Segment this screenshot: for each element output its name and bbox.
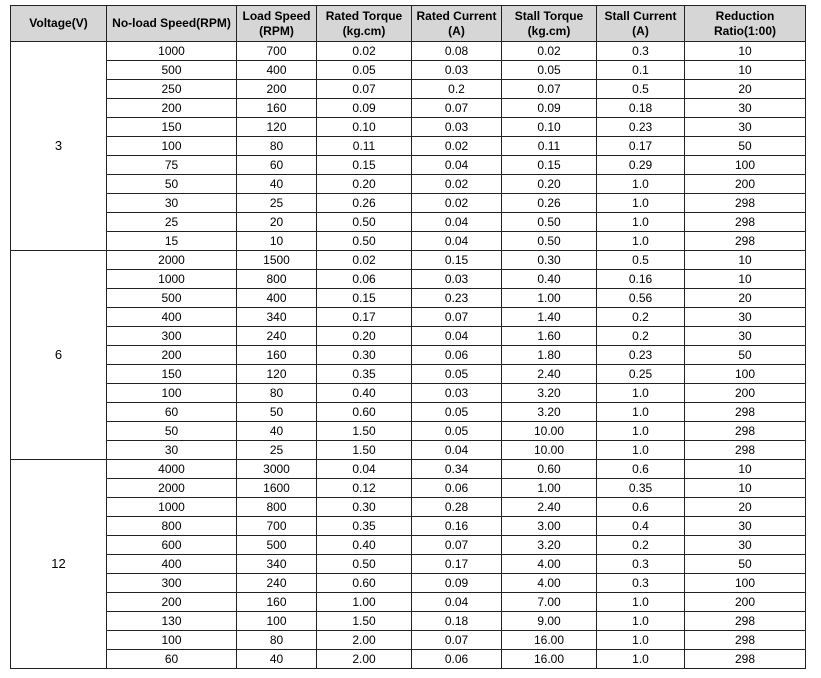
table-cell: 0.2 — [597, 327, 685, 346]
table-cell: 100 — [685, 574, 806, 593]
table-cell: 0.3 — [597, 574, 685, 593]
table-cell: 0.02 — [502, 42, 597, 61]
table-cell: 0.08 — [412, 42, 502, 61]
table-cell: 0.05 — [412, 403, 502, 422]
table-cell: 60 — [237, 156, 317, 175]
table-row — [11, 308, 806, 327]
table-cell: 160 — [237, 99, 317, 118]
table-cell: 10 — [685, 42, 806, 61]
table-cell: 0.03 — [412, 270, 502, 289]
table-cell: 0.2 — [597, 536, 685, 555]
table-row — [11, 498, 806, 517]
table-cell: 0.02 — [317, 42, 412, 61]
table-cell: 0.05 — [412, 422, 502, 441]
table-cell: 7.00 — [502, 593, 597, 612]
table-cell: 0.04 — [412, 213, 502, 232]
table-cell: 0.09 — [317, 99, 412, 118]
table-cell: 3.20 — [502, 403, 597, 422]
table-cell: 400 — [107, 555, 237, 574]
table-cell: 0.20 — [317, 327, 412, 346]
table-cell: 1.0 — [597, 650, 685, 669]
table-cell: 0.2 — [412, 80, 502, 99]
table-cell: 40 — [237, 175, 317, 194]
table-cell: 2.00 — [317, 631, 412, 650]
table-cell: 1.00 — [502, 479, 597, 498]
table-cell: 0.40 — [317, 384, 412, 403]
table-cell: 1600 — [237, 479, 317, 498]
table-cell: 0.6 — [597, 460, 685, 479]
table-cell: 2000 — [107, 479, 237, 498]
table-cell: 80 — [237, 137, 317, 156]
table-cell: 0.06 — [412, 650, 502, 669]
table-cell: 0.30 — [317, 346, 412, 365]
table-cell: 1.0 — [597, 612, 685, 631]
table-cell: 0.4 — [597, 517, 685, 536]
table-cell: 0.50 — [502, 232, 597, 251]
table-row — [11, 175, 806, 194]
table-cell: 0.28 — [412, 498, 502, 517]
table-cell: 10 — [685, 479, 806, 498]
table-cell: 0.35 — [317, 517, 412, 536]
table-row — [11, 593, 806, 612]
table-cell: 0.50 — [317, 213, 412, 232]
table-cell: 0.17 — [317, 308, 412, 327]
table-cell: 0.12 — [317, 479, 412, 498]
table-cell: 200 — [107, 593, 237, 612]
table-cell: 30 — [685, 327, 806, 346]
table-cell: 0.06 — [317, 270, 412, 289]
table-cell: 3.00 — [502, 517, 597, 536]
table-cell: 9.00 — [502, 612, 597, 631]
table-cell: 0.05 — [412, 365, 502, 384]
table-cell: 1.50 — [317, 441, 412, 460]
table-cell: 2.00 — [317, 650, 412, 669]
table-cell: 0.18 — [597, 99, 685, 118]
table-cell: 30 — [685, 308, 806, 327]
column-header: Stall Current (A) — [597, 6, 685, 42]
table-cell: 0.25 — [597, 365, 685, 384]
table-cell: 800 — [107, 517, 237, 536]
voltage-cell: 12 — [11, 460, 107, 669]
table-cell: 0.40 — [502, 270, 597, 289]
table-cell: 1.50 — [317, 422, 412, 441]
table-row — [11, 346, 806, 365]
table-cell: 0.02 — [412, 175, 502, 194]
table-cell: 0.04 — [317, 460, 412, 479]
table-cell: 0.15 — [317, 289, 412, 308]
table-cell: 10 — [237, 232, 317, 251]
table-cell: 0.20 — [502, 175, 597, 194]
table-cell: 298 — [685, 631, 806, 650]
table-cell: 0.30 — [317, 498, 412, 517]
table-cell: 150 — [107, 118, 237, 137]
table-cell: 150 — [107, 365, 237, 384]
table-cell: 0.15 — [317, 156, 412, 175]
table-cell: 0.5 — [597, 251, 685, 270]
table-cell: 100 — [107, 384, 237, 403]
table-row — [11, 460, 806, 479]
table-cell: 0.11 — [502, 137, 597, 156]
table-cell: 700 — [237, 517, 317, 536]
table-cell: 0.56 — [597, 289, 685, 308]
table-cell: 2.40 — [502, 498, 597, 517]
table-cell: 240 — [237, 327, 317, 346]
table-cell: 0.04 — [412, 593, 502, 612]
table-cell: 0.60 — [317, 574, 412, 593]
table-cell: 0.50 — [317, 555, 412, 574]
table-row — [11, 118, 806, 137]
table-cell: 0.16 — [597, 270, 685, 289]
table-cell: 800 — [237, 498, 317, 517]
header-row — [11, 6, 806, 42]
table-row — [11, 536, 806, 555]
table-cell: 240 — [237, 574, 317, 593]
table-cell: 0.26 — [502, 194, 597, 213]
table-cell: 0.23 — [597, 346, 685, 365]
column-header: Rated Torque (kg.cm) — [317, 6, 412, 42]
table-cell: 0.15 — [502, 156, 597, 175]
table-cell: 800 — [237, 270, 317, 289]
table-cell: 130 — [107, 612, 237, 631]
table-row — [11, 251, 806, 270]
table-cell: 75 — [107, 156, 237, 175]
table-cell: 0.6 — [597, 498, 685, 517]
table-cell: 30 — [685, 118, 806, 137]
table-cell: 0.17 — [412, 555, 502, 574]
table-cell: 50 — [107, 175, 237, 194]
table-row — [11, 631, 806, 650]
table-row — [11, 42, 806, 61]
table-row — [11, 441, 806, 460]
table-cell: 120 — [237, 118, 317, 137]
table-cell: 100 — [685, 156, 806, 175]
table-cell: 1.80 — [502, 346, 597, 365]
table-cell: 0.2 — [597, 308, 685, 327]
table-cell: 10.00 — [502, 422, 597, 441]
table-row — [11, 61, 806, 80]
table-cell: 80 — [237, 384, 317, 403]
table-cell: 1.0 — [597, 593, 685, 612]
table-cell: 0.11 — [317, 137, 412, 156]
table-cell: 0.10 — [317, 118, 412, 137]
table-cell: 3.20 — [502, 536, 597, 555]
table-cell: 30 — [107, 441, 237, 460]
table-cell: 20 — [237, 213, 317, 232]
table-cell: 0.04 — [412, 441, 502, 460]
table-row — [11, 194, 806, 213]
column-header: Rated Current (A) — [412, 6, 502, 42]
table-cell: 0.04 — [412, 327, 502, 346]
table-cell: 298 — [685, 232, 806, 251]
table-cell: 4.00 — [502, 555, 597, 574]
table-cell: 3000 — [237, 460, 317, 479]
table-cell: 0.07 — [412, 99, 502, 118]
table-row — [11, 612, 806, 631]
table-cell: 0.50 — [317, 232, 412, 251]
column-header: No-load Speed(RPM) — [107, 6, 237, 42]
table-row — [11, 99, 806, 118]
table-cell: 298 — [685, 612, 806, 631]
table-cell: 0.16 — [412, 517, 502, 536]
table-cell: 16.00 — [502, 631, 597, 650]
table-cell: 0.03 — [412, 61, 502, 80]
table-cell: 0.60 — [317, 403, 412, 422]
table-cell: 50 — [107, 422, 237, 441]
table-row — [11, 289, 806, 308]
table-cell: 0.05 — [502, 61, 597, 80]
motor-spec-table — [10, 5, 806, 669]
column-header: Stall Torque (kg.cm) — [502, 6, 597, 42]
table-cell: 50 — [685, 346, 806, 365]
table-cell: 40 — [237, 422, 317, 441]
table-body — [11, 42, 806, 669]
table-cell: 30 — [685, 517, 806, 536]
table-cell: 1.00 — [317, 593, 412, 612]
table-row — [11, 517, 806, 536]
table-cell: 0.34 — [412, 460, 502, 479]
table-row — [11, 479, 806, 498]
table-row — [11, 232, 806, 251]
table-cell: 0.3 — [597, 555, 685, 574]
table-cell: 400 — [107, 308, 237, 327]
table-cell: 0.04 — [412, 156, 502, 175]
table-cell: 10 — [685, 460, 806, 479]
table-row — [11, 213, 806, 232]
table-row — [11, 270, 806, 289]
table-cell: 298 — [685, 403, 806, 422]
table-cell: 0.07 — [502, 80, 597, 99]
table-row — [11, 422, 806, 441]
table-cell: 0.02 — [317, 251, 412, 270]
table-cell: 200 — [107, 346, 237, 365]
table-cell: 40 — [237, 650, 317, 669]
table-cell: 20 — [685, 498, 806, 517]
table-cell: 500 — [107, 289, 237, 308]
table-cell: 0.03 — [412, 384, 502, 403]
table-cell: 10.00 — [502, 441, 597, 460]
table-cell: 0.23 — [597, 118, 685, 137]
table-cell: 500 — [237, 536, 317, 555]
table-cell: 0.50 — [502, 213, 597, 232]
table-cell: 400 — [237, 289, 317, 308]
table-cell: 0.07 — [412, 536, 502, 555]
table-cell: 10 — [685, 270, 806, 289]
table-row — [11, 156, 806, 175]
table-cell: 0.09 — [502, 99, 597, 118]
table-cell: 250 — [107, 80, 237, 99]
table-cell: 0.35 — [597, 479, 685, 498]
table-cell: 500 — [107, 61, 237, 80]
table-cell: 200 — [685, 384, 806, 403]
table-cell: 10 — [685, 251, 806, 270]
table-cell: 1.0 — [597, 175, 685, 194]
table-cell: 0.06 — [412, 479, 502, 498]
table-row — [11, 137, 806, 156]
table-cell: 0.05 — [317, 61, 412, 80]
table-cell: 1.0 — [597, 631, 685, 650]
table-cell: 25 — [237, 194, 317, 213]
table-cell: 1.00 — [502, 289, 597, 308]
table-cell: 0.03 — [412, 118, 502, 137]
table-cell: 0.40 — [317, 536, 412, 555]
table-cell: 3.20 — [502, 384, 597, 403]
table-cell: 298 — [685, 441, 806, 460]
table-cell: 1.0 — [597, 441, 685, 460]
table-cell: 0.20 — [317, 175, 412, 194]
table-cell: 100 — [685, 365, 806, 384]
table-cell: 0.1 — [597, 61, 685, 80]
table-row — [11, 80, 806, 99]
table-cell: 1.0 — [597, 422, 685, 441]
table-cell: 4000 — [107, 460, 237, 479]
table-cell: 0.3 — [597, 42, 685, 61]
table-cell: 30 — [107, 194, 237, 213]
table-cell: 1.40 — [502, 308, 597, 327]
table-cell: 300 — [107, 574, 237, 593]
table-cell: 298 — [685, 422, 806, 441]
table-cell: 1000 — [107, 270, 237, 289]
table-cell: 1.60 — [502, 327, 597, 346]
table-cell: 120 — [237, 365, 317, 384]
table-cell: 1.50 — [317, 612, 412, 631]
table-cell: 16.00 — [502, 650, 597, 669]
table-cell: 2000 — [107, 251, 237, 270]
table-cell: 0.07 — [317, 80, 412, 99]
table-cell: 0.07 — [412, 308, 502, 327]
table-cell: 298 — [685, 194, 806, 213]
table-cell: 50 — [685, 137, 806, 156]
table-cell: 400 — [237, 61, 317, 80]
table-cell: 25 — [107, 213, 237, 232]
table-cell: 0.23 — [412, 289, 502, 308]
table-cell: 0.10 — [502, 118, 597, 137]
table-cell: 1.0 — [597, 194, 685, 213]
table-cell: 0.09 — [412, 574, 502, 593]
table-cell: 1000 — [107, 42, 237, 61]
table-cell: 340 — [237, 555, 317, 574]
table-cell: 0.5 — [597, 80, 685, 99]
table-cell: 160 — [237, 346, 317, 365]
table-cell: 60 — [107, 403, 237, 422]
table-cell: 0.29 — [597, 156, 685, 175]
table-cell: 1000 — [107, 498, 237, 517]
table-cell: 1.0 — [597, 403, 685, 422]
table-cell: 200 — [107, 99, 237, 118]
table-cell: 100 — [107, 631, 237, 650]
table-cell: 0.02 — [412, 194, 502, 213]
table-cell: 2.40 — [502, 365, 597, 384]
table-cell: 50 — [237, 403, 317, 422]
table-cell: 200 — [685, 175, 806, 194]
table-cell: 200 — [237, 80, 317, 99]
table-row — [11, 384, 806, 403]
table-row — [11, 365, 806, 384]
table-cell: 0.30 — [502, 251, 597, 270]
table-cell: 100 — [237, 612, 317, 631]
table-row — [11, 403, 806, 422]
table-cell: 298 — [685, 213, 806, 232]
table-cell: 10 — [685, 61, 806, 80]
table-cell: 25 — [237, 441, 317, 460]
table-cell: 600 — [107, 536, 237, 555]
table-row — [11, 555, 806, 574]
table-cell: 160 — [237, 593, 317, 612]
table-cell: 0.35 — [317, 365, 412, 384]
table-cell: 0.02 — [412, 137, 502, 156]
table-cell: 200 — [685, 593, 806, 612]
table-cell: 30 — [685, 536, 806, 555]
table-cell: 1.0 — [597, 384, 685, 403]
voltage-cell: 6 — [11, 251, 107, 460]
column-header: Load Speed (RPM) — [237, 6, 317, 42]
table-cell: 0.07 — [412, 631, 502, 650]
table-cell: 700 — [237, 42, 317, 61]
table-cell: 298 — [685, 650, 806, 669]
table-cell: 20 — [685, 80, 806, 99]
table-cell: 0.18 — [412, 612, 502, 631]
table-cell: 100 — [107, 137, 237, 156]
table-cell: 20 — [685, 289, 806, 308]
table-cell: 0.26 — [317, 194, 412, 213]
table-cell: 1.0 — [597, 213, 685, 232]
column-header: Voltage(V) — [11, 6, 107, 42]
table-cell: 15 — [107, 232, 237, 251]
table-row — [11, 650, 806, 669]
table-header — [11, 6, 806, 42]
table-cell: 1.0 — [597, 232, 685, 251]
table-cell: 0.06 — [412, 346, 502, 365]
table-cell: 0.15 — [412, 251, 502, 270]
table-cell: 4.00 — [502, 574, 597, 593]
column-header: Reduction Ratio(1:00) — [685, 6, 806, 42]
table-cell: 0.17 — [597, 137, 685, 156]
table-cell: 30 — [685, 99, 806, 118]
table-cell: 0.60 — [502, 460, 597, 479]
table-cell: 340 — [237, 308, 317, 327]
table-cell: 0.04 — [412, 232, 502, 251]
voltage-cell: 3 — [11, 42, 107, 251]
table-cell: 1500 — [237, 251, 317, 270]
table-row — [11, 574, 806, 593]
table-row — [11, 327, 806, 346]
table-cell: 60 — [107, 650, 237, 669]
table-cell: 300 — [107, 327, 237, 346]
table-cell: 50 — [685, 555, 806, 574]
table-cell: 80 — [237, 631, 317, 650]
